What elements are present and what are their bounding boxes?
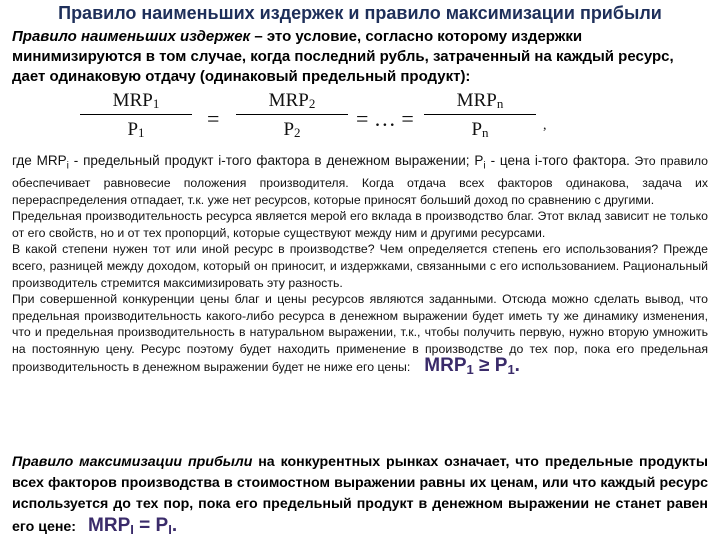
intro-text: – это условие, согласно которому издержки минимизируются в том случае, когда последний рубль, затраченный на каждый ресурс, дает одинаковую отдачу (одинаковый предельный продукт): [12, 28, 674, 85]
profit-rule-price: = P [133, 515, 169, 536]
fraction-n [424, 88, 536, 143]
fraction-1-denominator-sub: 1 [138, 125, 145, 140]
fraction-1-numerator-sub: 1 [152, 96, 160, 111]
usage-rule-period: . [514, 354, 520, 376]
body-paragraph-4 [12, 291, 708, 378]
usage-rule-formula [424, 355, 520, 376]
fraction-2-denominator-sub: 2 [294, 125, 301, 140]
profit-maximization-paragraph [12, 452, 708, 540]
least-cost-formula [0, 88, 720, 148]
profit-rule-formula [88, 515, 177, 536]
fraction-n-denominator: P [471, 119, 483, 140]
usage-rule-mrp: MRP [424, 354, 467, 376]
intro-paragraph [12, 27, 708, 87]
definition-price: - предельный продукт i-того фактора в денежном выражении; P [68, 153, 484, 168]
fraction-2-numerator: MRP [268, 90, 309, 111]
equals-sign-1: = [207, 106, 220, 131]
fraction-1 [80, 88, 192, 143]
fraction-2-numerator-sub: 2 [308, 96, 316, 111]
profit-rule-price-sub: I [168, 522, 172, 537]
fraction-1-denominator: P [127, 119, 139, 140]
equals-ellipsis: = … = [356, 106, 414, 131]
fraction-1-numerator: MRP [112, 90, 153, 111]
definition-mrp-sub: i [66, 160, 69, 172]
page-title: Правило наименьших издержек и правило максимизации прибыли [58, 3, 662, 23]
fraction-2-denominator: P [283, 119, 295, 140]
usage-rule-mrp-sub: 1 [466, 361, 474, 377]
formula-trailing-comma: , [543, 118, 547, 133]
body-paragraph-3: В какой степени нужен тот или иной ресурс в производстве? Чем определяется степень его использования? Прежде всего, разницей между доходом, который он приносит, и издержками, связанными с его использованием. Рациональный производитель стремится максимизировать эту разность. [12, 242, 708, 290]
fraction-n-numerator: MRP [456, 90, 497, 111]
fraction-n-denominator-sub: n [482, 125, 489, 140]
profit-rule-term: Правило максимизации прибыли [12, 454, 253, 470]
intro-term: Правило наименьших издержек [12, 28, 251, 45]
body-paragraph-1 [12, 153, 708, 208]
fraction-n-numerator-sub: n [496, 96, 504, 111]
definition-mrp: где MRP [12, 153, 67, 168]
fraction-2-bar [236, 114, 348, 115]
fraction-n-bar [424, 114, 536, 115]
perfect-competition-text: При совершенной конкуренции цены благ и цены ресурсов являются заданными. Отсюда можно сделать вывод, что предельная производительность какого-либо ресурса в денежном выражении будет иметь ту же динамику изменения, что и предельная производительность в натуральном выражении, т.к., чтобы получить первую, нужно вторую умножить на постоянную цену. Ресурс поэтому будет находить применение в производстве до тех пор, пока его предельная производительность в денежном выражении будет не ниже его цены: [12, 292, 708, 374]
profit-rule-mrp-sub: I [130, 522, 134, 537]
profit-rule-period: . [171, 515, 178, 536]
fraction-2 [236, 88, 348, 143]
profit-rule-text: на конкурентных рынках означает, что предельные продукты всех факторов производства в стоимостном выражении равны их ценам, или что каждый ресурс используется до тех пор, пока его предельный продукт в денежном выражении не станет равен его цене: [12, 454, 708, 535]
usage-rule-price: ≥ P [473, 354, 508, 376]
fraction-1-bar [80, 114, 192, 115]
body-paragraph-2: Предельная производительность ресурса является мерой его вклада в производство благ. Этот вклад зависит не только от его свойств, но и от тех пропорций, которые существуют между ним и другими ресурсами. [12, 209, 708, 240]
definition-price-sub: i [483, 160, 486, 172]
profit-rule-mrp: MRP [88, 515, 131, 536]
definition-factor: - цена i-того фактора. [485, 153, 630, 168]
equilibrium-text: Это правило обеспечивает равновесие положения производителя. Когда отдача всех факторов одинакова, задача их перераспределения отпадает, т.к. уже нет ресурсов, которые приносят больший доход по сравнению с другими. [12, 154, 709, 207]
body-text [12, 153, 708, 378]
usage-rule-price-sub: 1 [507, 361, 515, 377]
